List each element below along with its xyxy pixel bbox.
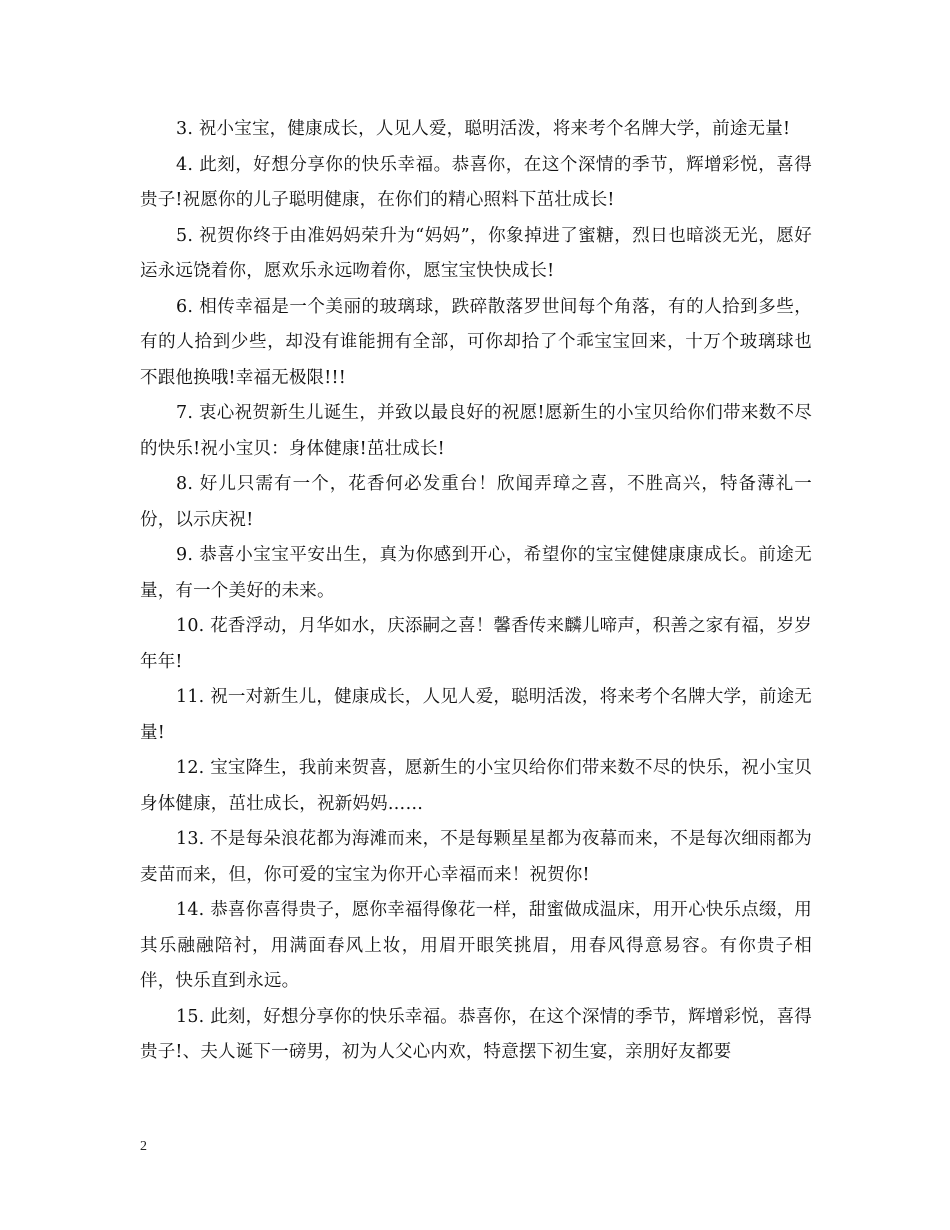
paragraph-5: 5. 祝贺你终于由准妈妈荣升为“妈妈”，你象掉进了蜜糖，烈日也暗淡无光，愿好运永远饶着你，愿欢乐永远吻着你，愿宝宝快快成长! <box>140 225 812 281</box>
paragraph-13: 13. 不是每朵浪花都为海滩而来，不是每颗星星都为夜幕而来，不是每次细雨都为麦苗而来，但，你可爱的宝宝为你开心幸福而来！祝贺你! <box>140 829 812 885</box>
paragraph-8: 8. 好儿只需有一个，花香何必发重台！欣闻弄璋之喜，不胜高兴，特备薄礼一份，以示庆祝! <box>140 474 812 530</box>
page-number: 2 <box>140 1139 147 1154</box>
paragraph-11: 11. 祝一对新生儿，健康成长，人见人爱，聪明活泼，将来考个名牌大学，前途无量! <box>140 687 812 743</box>
paragraph-10: 10. 花香浮动，月华如水，庆添嗣之喜！馨香传来麟儿啼声，积善之家有福，岁岁年年! <box>140 616 812 672</box>
paragraph-14: 14. 恭喜你喜得贵子，愿你幸福得像花一样，甜蜜做成温床，用开心快乐点缀，用其乐融融陪衬，用满面春风上妆，用眉开眼笑挑眉，用春风得意易容。有你贵子相伴，快乐直到永远。 <box>140 900 812 991</box>
paragraph-15: 15. 此刻，好想分享你的快乐幸福。恭喜你，在这个深情的季节，辉增彩悦，喜得贵子!、夫人诞下一磅男，初为人父心内欢，特意摆下初生宴，亲朋好友都要 <box>140 1006 812 1062</box>
paragraph-12: 12. 宝宝降生，我前来贺喜，愿新生的小宝贝给你们带来数不尽的快乐，祝小宝贝身体健康，茁壮成长，祝新妈妈…… <box>140 758 812 814</box>
paragraph-4: 4. 此刻，好想分享你的快乐幸福。恭喜你，在这个深情的季节，辉增彩悦，喜得贵子!祝愿你的儿子聪明健康，在你们的精心照料下茁壮成长! <box>140 154 812 210</box>
paragraph-7: 7. 衷心祝贺新生儿诞生，并致以最良好的祝愿!愿新生的小宝贝给你们带来数不尽的快乐!祝小宝贝：身体健康!茁壮成长! <box>140 403 812 459</box>
paragraph-6: 6. 相传幸福是一个美丽的玻璃球，跌碎散落罗世间每个角落，有的人拾到多些，有的人拾到少些，却没有谁能拥有全部，可你却拾了个乖宝宝回来，十万个玻璃球也不跟他换哦!幸福无极限!!! <box>140 296 812 388</box>
document-body <box>140 112 812 1071</box>
paragraph-3: 3. 祝小宝宝，健康成长，人见人爱，聪明活泼，将来考个名牌大学，前途无量! <box>176 119 791 139</box>
paragraph-9: 9. 恭喜小宝宝平安出生，真为你感到开心，希望你的宝宝健健康康成长。前途无量，有一个美好的未来。 <box>140 545 812 601</box>
